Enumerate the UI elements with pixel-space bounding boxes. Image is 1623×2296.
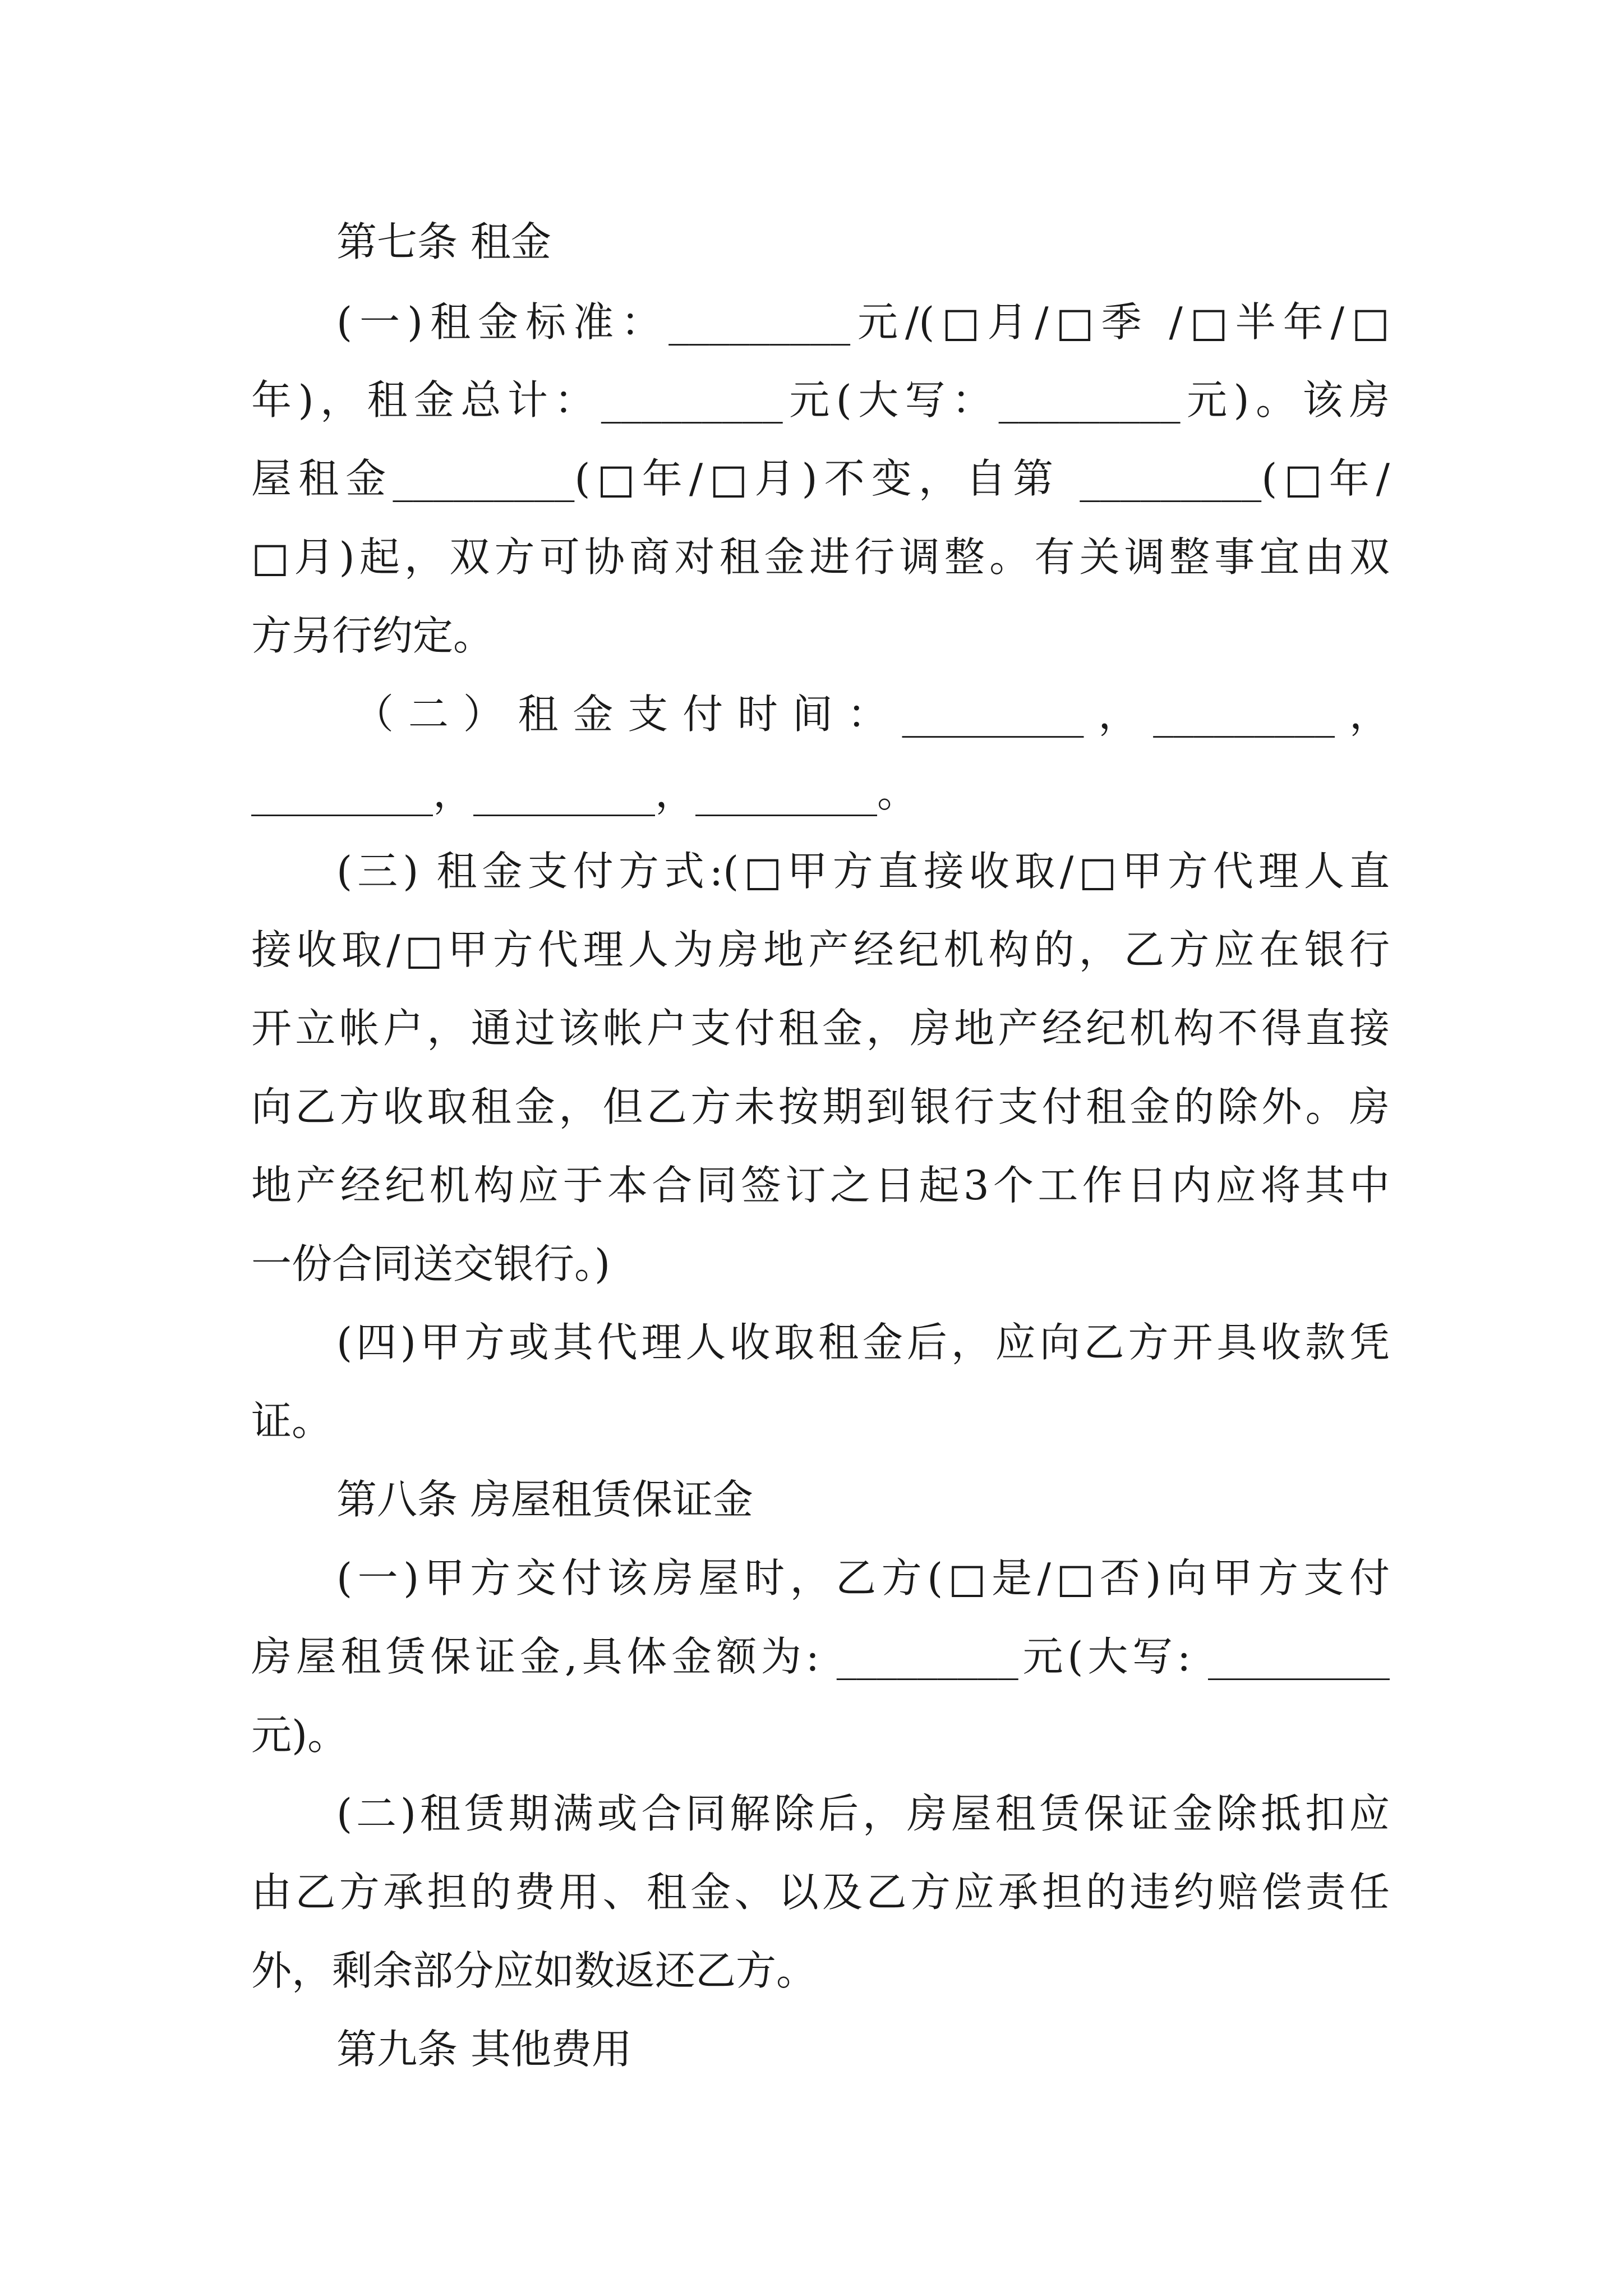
article-7-heading: 第七条 租金 <box>336 218 551 265</box>
paragraph-line: 开立帐户，通过该帐户支付租金，房地产经纪机构不得直接 <box>251 1005 1390 1052</box>
paragraph-line: 年)，租金总计：_________元(大写：_________元)。该房 <box>251 376 1390 424</box>
paragraph-line: □月)起，双方可协商对租金进行调整。有关调整事宜由双 <box>251 533 1390 581</box>
paragraph-line: (一)租金标准：_________元/(□月/□季 /□半年/□ <box>336 298 1390 346</box>
paragraph-line: 向乙方收取租金，但乙方未按期到银行支付租金的除外。房 <box>251 1083 1390 1130</box>
paragraph-line: 外，剩余部分应如数返还乙方。 <box>251 1947 817 1994</box>
paragraph-line: 由乙方承担的费用、租金、以及乙方应承担的违约赔偿责任 <box>251 1869 1390 1916</box>
paragraph-line: 屋租金_________(□年/□月)不变，自第 _________(□年/ <box>251 455 1390 502</box>
paragraph-line: _________，_________，_________。 <box>251 769 917 816</box>
paragraph-line: 一份合同送交银行。) <box>251 1240 611 1287</box>
paragraph-line: (一)甲方交付该房屋时，乙方(□是/□否)向甲方支付 <box>336 1554 1390 1602</box>
paragraph-line: 方另行约定。 <box>251 612 494 659</box>
paragraph-line: (三) 租金支付方式:(□甲方直接收取/□甲方代理人直 <box>336 848 1390 895</box>
paragraph-line: (四)甲方或其代理人收取租金后，应向乙方开具收款凭 <box>336 1319 1390 1366</box>
article-9-heading: 第九条 其他费用 <box>336 2026 632 2073</box>
paragraph-line: (二)租赁期满或合同解除后，房屋租赁保证金除抵扣应 <box>336 1790 1390 1837</box>
paragraph-line: 地产经纪机构应于本合同签订之日起3个工作日内应将其中 <box>251 1162 1390 1209</box>
paragraph-line: 接收取/□甲方代理人为房地产经纪机构的，乙方应在银行 <box>251 926 1390 973</box>
paragraph-line: （二）租金支付时间：_________，_________， <box>353 691 1390 738</box>
article-8-heading: 第八条 房屋租赁保证金 <box>336 1476 753 1523</box>
paragraph-line: 证。 <box>251 1397 333 1444</box>
paragraph-line: 元)。 <box>251 1711 348 1759</box>
paragraph-line: 房屋租赁保证金,具体金额为: _________元(大写: _________ <box>251 1633 1390 1680</box>
